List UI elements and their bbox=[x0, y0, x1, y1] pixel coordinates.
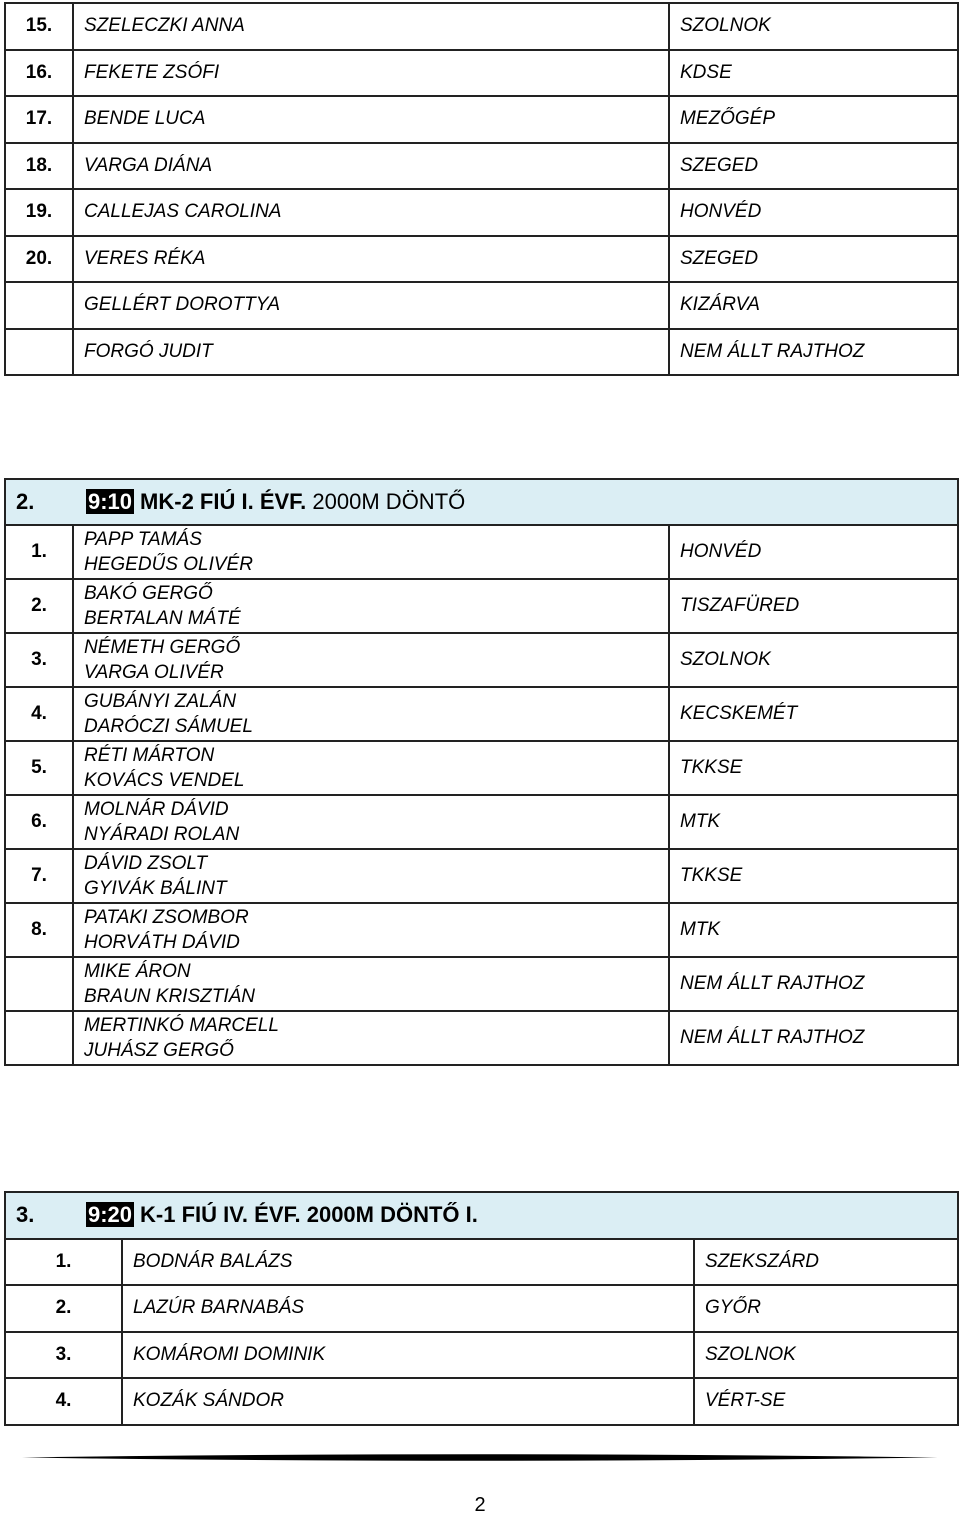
crew-names bbox=[73, 849, 669, 903]
club-name: NEM ÁLLT RAJTHOZ bbox=[669, 1011, 958, 1065]
table-row bbox=[5, 633, 958, 687]
competitor-name: GYIVÁK BÁLINT bbox=[84, 878, 227, 899]
footer-divider bbox=[22, 1452, 938, 1463]
event-2-table bbox=[4, 478, 959, 1066]
club-name: SZOLNOK bbox=[669, 633, 958, 687]
event-time: 9:20 bbox=[88, 1202, 133, 1228]
competitor-name: VARGA DIÁNA bbox=[73, 143, 669, 190]
club-name: VÉRT-SE bbox=[694, 1378, 958, 1425]
results-table-continued bbox=[4, 2, 959, 376]
competitor-name: GELLÉRT DOROTTYA bbox=[73, 282, 669, 329]
club-name: TKKSE bbox=[669, 849, 958, 903]
club-name: TKKSE bbox=[669, 741, 958, 795]
club-name: HONVÉD bbox=[669, 189, 958, 236]
club-name: SZOLNOK bbox=[669, 3, 958, 50]
table-row bbox=[5, 1332, 958, 1379]
table-row bbox=[5, 957, 958, 1011]
crew-names bbox=[73, 633, 669, 687]
place-cell: 8. bbox=[5, 903, 73, 957]
club-name: MTK bbox=[669, 903, 958, 957]
club-name: KDSE bbox=[669, 50, 958, 97]
club-name: HONVÉD bbox=[669, 525, 958, 579]
competitor-name: MOLNÁR DÁVID bbox=[84, 799, 229, 820]
competitor-name: NÉMETH GERGŐ bbox=[84, 637, 241, 658]
competitor-name: BERTALAN MÁTÉ bbox=[84, 608, 241, 629]
place-cell: 16. bbox=[5, 50, 73, 97]
event-time: 9:10 bbox=[88, 489, 133, 514]
competitor-name: BRAUN KRISZTIÁN bbox=[84, 986, 256, 1007]
table-row bbox=[5, 741, 958, 795]
table-row bbox=[5, 1378, 958, 1425]
club-name: SZEGED bbox=[669, 143, 958, 190]
place-cell: 2. bbox=[5, 579, 73, 633]
event-title-rest: 2000M DÖNTŐ bbox=[312, 489, 466, 514]
place-cell: 4. bbox=[5, 1378, 122, 1425]
competitor-name: HORVÁTH DÁVID bbox=[84, 932, 240, 953]
crew-names bbox=[73, 903, 669, 957]
competitor-name: KOZÁK SÁNDOR bbox=[122, 1378, 694, 1425]
competitor-name: FEKETE ZSÓFI bbox=[73, 50, 669, 97]
club-name: NEM ÁLLT RAJTHOZ bbox=[669, 957, 958, 1011]
table-row bbox=[5, 579, 958, 633]
club-name: KECSKEMÉT bbox=[669, 687, 958, 741]
place-cell: 2. bbox=[5, 1285, 122, 1332]
table-row bbox=[5, 329, 958, 376]
place-cell bbox=[5, 282, 73, 329]
competitor-name: KOMÁROMI DOMINIK bbox=[122, 1332, 694, 1379]
place-cell: 6. bbox=[5, 795, 73, 849]
place-cell: 5. bbox=[5, 741, 73, 795]
competitor-name: LAZÚR BARNABÁS bbox=[122, 1285, 694, 1332]
table-row bbox=[5, 236, 958, 283]
table-row bbox=[5, 282, 958, 329]
crew-names bbox=[73, 741, 669, 795]
club-name: TISZAFÜRED bbox=[669, 579, 958, 633]
place-cell: 7. bbox=[5, 849, 73, 903]
club-name: NEM ÁLLT RAJTHOZ bbox=[669, 329, 958, 376]
place-cell: 15. bbox=[5, 3, 73, 50]
crew-names bbox=[73, 687, 669, 741]
place-cell: 4. bbox=[5, 687, 73, 741]
place-cell bbox=[5, 1011, 73, 1065]
club-name: SZEKSZÁRD bbox=[694, 1239, 958, 1286]
table-row bbox=[5, 1239, 958, 1286]
place-cell: 17. bbox=[5, 96, 73, 143]
competitor-name: FORGÓ JUDIT bbox=[73, 329, 669, 376]
competitor-name: MERTINKÓ MARCELL bbox=[84, 1015, 279, 1036]
event-3-header bbox=[5, 1192, 958, 1239]
competitor-name: BAKÓ GERGŐ bbox=[84, 583, 213, 604]
competitor-name: DÁVID ZSOLT bbox=[84, 853, 208, 874]
place-cell: 3. bbox=[5, 633, 73, 687]
place-cell bbox=[5, 957, 73, 1011]
event-number: 2. bbox=[16, 489, 35, 514]
crew-names bbox=[73, 957, 669, 1011]
club-name: KIZÁRVA bbox=[669, 282, 958, 329]
page-number: 2 bbox=[474, 1494, 486, 1516]
club-name: SZEGED bbox=[669, 236, 958, 283]
event-3-table bbox=[4, 1191, 959, 1426]
event-number: 3. bbox=[16, 1202, 35, 1228]
competitor-name: VERES RÉKA bbox=[73, 236, 669, 283]
competitor-name: CALLEJAS CAROLINA bbox=[73, 189, 669, 236]
place-cell: 18. bbox=[5, 143, 73, 190]
place-cell: 3. bbox=[5, 1332, 122, 1379]
table-row bbox=[5, 903, 958, 957]
place-cell: 1. bbox=[5, 1239, 122, 1286]
table-row bbox=[5, 849, 958, 903]
table-row bbox=[5, 189, 958, 236]
competitor-name: PATAKI ZSOMBOR bbox=[84, 907, 249, 928]
competitor-name: BODNÁR BALÁZS bbox=[122, 1239, 694, 1286]
table-row bbox=[5, 1285, 958, 1332]
competitor-name: GUBÁNYI ZALÁN bbox=[84, 691, 237, 712]
competitor-name: JUHÁSZ GERGŐ bbox=[84, 1040, 234, 1061]
place-cell: 19. bbox=[5, 189, 73, 236]
crew-names bbox=[73, 795, 669, 849]
competitor-name: KOVÁCS VENDEL bbox=[84, 770, 245, 791]
event-title-bold: MK-2 FIÚ I. ÉVF. bbox=[140, 489, 307, 514]
place-cell bbox=[5, 329, 73, 376]
competitor-name: HEGEDŰS OLIVÉR bbox=[84, 554, 253, 575]
club-name: MEZŐGÉP bbox=[669, 96, 958, 143]
table-row bbox=[5, 795, 958, 849]
event-2-header bbox=[5, 479, 958, 525]
competitor-name: RÉTI MÁRTON bbox=[84, 745, 215, 766]
table-row bbox=[5, 525, 958, 579]
table-row bbox=[5, 96, 958, 143]
club-name: GYŐR bbox=[694, 1285, 958, 1332]
table-row bbox=[5, 3, 958, 50]
place-cell: 20. bbox=[5, 236, 73, 283]
competitor-name: BENDE LUCA bbox=[73, 96, 669, 143]
table-row bbox=[5, 687, 958, 741]
competitor-name: NYÁRADI ROLAN bbox=[84, 824, 240, 845]
competitor-name: VARGA OLIVÉR bbox=[84, 662, 224, 683]
competitor-name: PAPP TAMÁS bbox=[84, 529, 202, 550]
table-row bbox=[5, 143, 958, 190]
club-name: MTK bbox=[669, 795, 958, 849]
competitor-name: SZELECZKI ANNA bbox=[73, 3, 669, 50]
competitor-name: MIKE ÁRON bbox=[84, 961, 191, 982]
crew-names bbox=[73, 525, 669, 579]
crew-names bbox=[73, 579, 669, 633]
place-cell: 1. bbox=[5, 525, 73, 579]
table-row bbox=[5, 1011, 958, 1065]
club-name: SZOLNOK bbox=[694, 1332, 958, 1379]
crew-names bbox=[73, 1011, 669, 1065]
event-title: K-1 FIÚ IV. ÉVF. 2000M DÖNTŐ I. bbox=[140, 1202, 478, 1228]
competitor-name: DARÓCZI SÁMUEL bbox=[84, 716, 253, 737]
table-row bbox=[5, 50, 958, 97]
